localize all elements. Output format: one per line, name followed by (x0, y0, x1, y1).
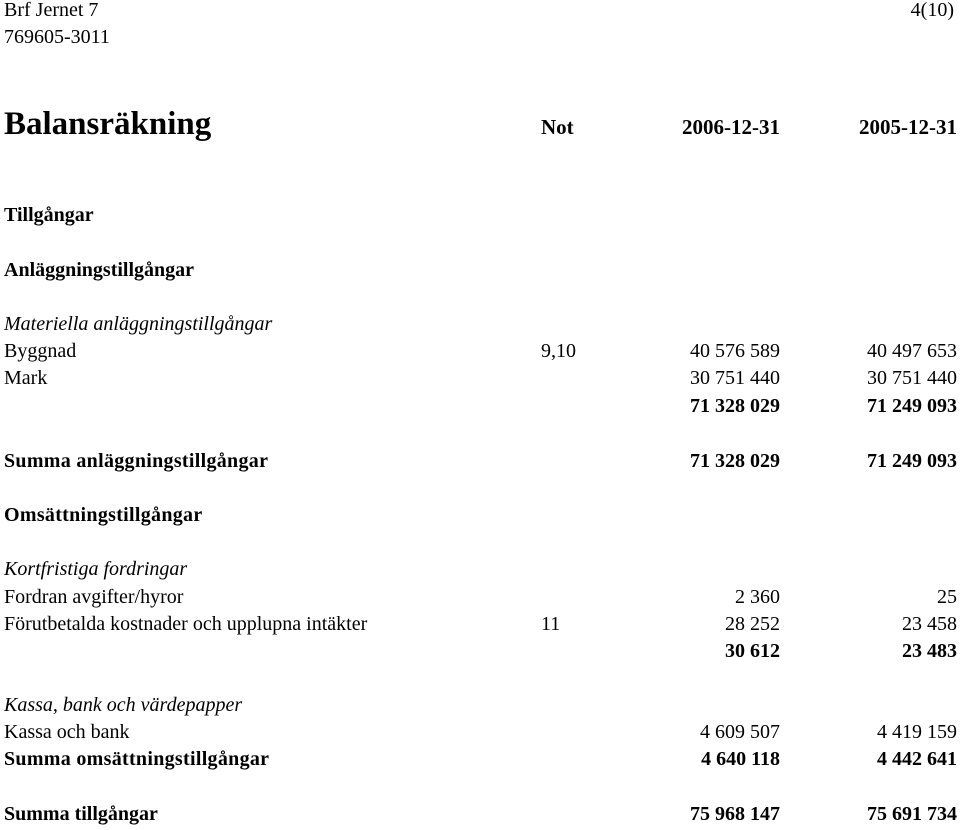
subsection-heading-tangible: Materiella anläggningstillgångar (4, 313, 273, 335)
row-label-mark: Mark (4, 367, 48, 389)
row-note-forutbetalda: 11 (541, 613, 561, 635)
row-value-2005-fordran: 25 (937, 586, 957, 608)
column-header-note: Not (541, 115, 574, 139)
row-value-2005-sum-assets: 75 691 734 (867, 803, 957, 825)
row-value-2006-sum-assets: 75 968 147 (690, 803, 780, 825)
subtotal-2005-tangible: 71 249 093 (867, 395, 957, 417)
section-heading-assets: Tillgångar (4, 204, 94, 226)
column-header-2006: 2006-12-31 (682, 115, 780, 139)
row-value-2005-sum-current-assets: 4 442 641 (877, 748, 957, 770)
row-label-sum-current-assets: Summa omsättningstillgångar (4, 748, 270, 770)
row-label-kassa: Kassa och bank (4, 721, 130, 743)
row-value-2005-byggnad: 40 497 653 (867, 340, 957, 362)
subsection-heading-cash: Kassa, bank och värdepapper (4, 694, 243, 716)
organization-number: 769605-3011 (4, 26, 110, 48)
page-number: 4(10) (910, 0, 954, 21)
page-title: Balansräkning (4, 106, 212, 142)
column-header-2005: 2005-12-31 (859, 115, 957, 139)
row-label-byggnad: Byggnad (4, 340, 77, 362)
subtotal-2006-tangible: 71 328 029 (690, 395, 780, 417)
subtotal-2006-receivables: 30 612 (725, 640, 780, 662)
row-note-byggnad: 9,10 (541, 340, 576, 362)
subtotal-2005-receivables: 23 483 (902, 640, 957, 662)
row-value-2006-kassa: 4 609 507 (700, 721, 780, 743)
row-label-fordran: Fordran avgifter/hyror (4, 586, 184, 608)
row-label-sum-fixed-assets: Summa anläggningstillgångar (4, 450, 269, 472)
row-value-2006-fordran: 2 360 (735, 586, 780, 608)
row-value-2005-sum-fixed-assets: 71 249 093 (867, 450, 957, 472)
row-value-2005-forutbetalda: 23 458 (902, 613, 957, 635)
organization-name: Brf Jernet 7 (4, 0, 99, 21)
row-value-2006-byggnad: 40 576 589 (690, 340, 780, 362)
row-label-forutbetalda: Förutbetalda kostnader och upplupna intäkter (4, 613, 368, 635)
section-heading-current-assets: Omsättningstillgångar (4, 504, 203, 526)
row-value-2006-sum-current-assets: 4 640 118 (701, 748, 780, 770)
row-value-2006-mark: 30 751 440 (690, 367, 780, 389)
subsection-heading-receivables: Kortfristiga fordringar (4, 558, 188, 580)
row-value-2006-sum-fixed-assets: 71 328 029 (690, 450, 780, 472)
row-value-2005-mark: 30 751 440 (867, 367, 957, 389)
row-value-2005-kassa: 4 419 159 (877, 721, 957, 743)
section-heading-fixed-assets: Anläggningstillgångar (4, 259, 195, 281)
row-value-2006-forutbetalda: 28 252 (725, 613, 780, 635)
row-label-sum-assets: Summa tillgångar (4, 803, 158, 825)
